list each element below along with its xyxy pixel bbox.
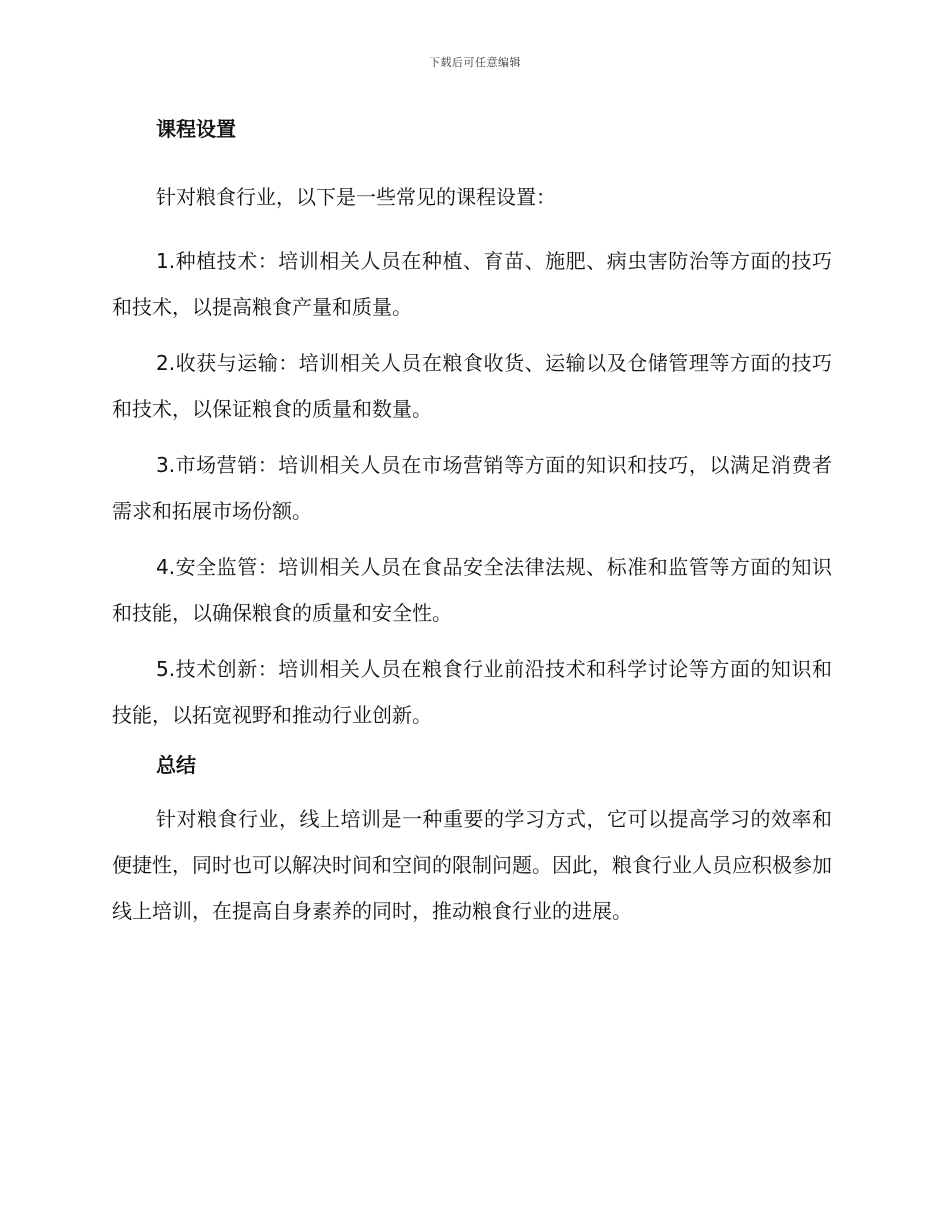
list-item: 5.技术创新：培训相关人员在粮食行业前沿技术和科学讨论等方面的知识和技能，以拓宽视野和推动行业创新。 xyxy=(112,657,832,727)
document-content xyxy=(112,112,832,944)
list-item: 1.种植技术：培训相关人员在种植、育苗、施肥、病虫害防治等方面的技巧和技术，以提高粮食产量和质量。 xyxy=(112,249,832,319)
section-heading-summary: 总结 xyxy=(156,753,196,777)
section-heading-course-setup: 课程设置 xyxy=(156,117,236,141)
list-item: 2.收获与运输：培训相关人员在粮食收货、运输以及仓储管理等方面的技巧和技术，以保证粮食的质量和数量。 xyxy=(112,351,832,421)
header-note: 下载后可任意编辑 xyxy=(429,56,521,69)
list-item: 4.安全监管：培训相关人员在食品安全法律法规、标准和监管等方面的知识和技能，以确保粮食的质量和安全性。 xyxy=(112,555,832,625)
summary-paragraph: 针对粮食行业，线上培训是一种重要的学习方式，它可以提高学习的效率和便捷性，同时也可以解决时间和空间的限制问题。因此，粮食行业人员应积极参加线上培训，在提高自身素养的同时，推动粮食行业的进展。 xyxy=(112,807,832,923)
intro-paragraph: 针对粮食行业，以下是一些常见的课程设置： xyxy=(156,185,556,209)
list-item: 3.市场营销：培训相关人员在市场营销等方面的知识和技巧，以满足消费者需求和拓展市场份额。 xyxy=(112,453,832,523)
